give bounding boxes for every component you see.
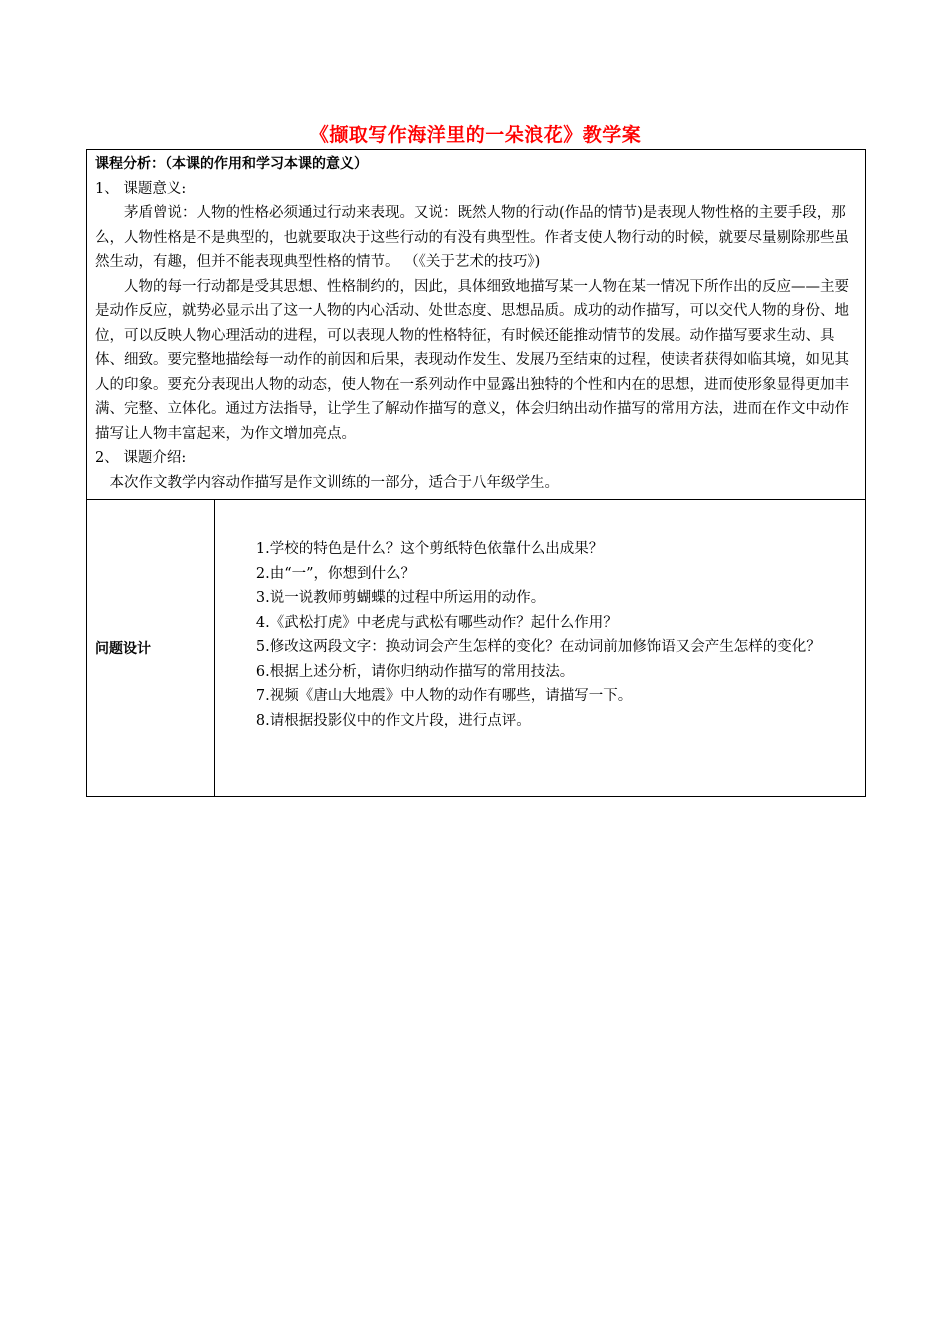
question-item: 8.请根据投影仪中的作文片段，进行点评。 xyxy=(255,712,531,729)
course-analysis-heading: 课程分析：（本课的作用和学习本课的意义） xyxy=(95,156,368,172)
question-item: 1.学校的特色是什么？这个剪纸特色依靠什么出成果？ xyxy=(255,541,604,557)
lesson-plan-table xyxy=(86,149,866,797)
question-list xyxy=(215,500,865,796)
topic-significance-paragraph-2: 人物的每一行动都是受其思想、性格制约的，因此，具体细致地描写某一人物在某一情况下所作出的反应——主要是动作反应，就势必显示出了这一人物的内心活动、处世态度、思想品质。成功的动作描写，可以交代人物的身份、地位，可以反映人物心理活动的进程，可以表现人物的性格特征，有时候还能推动情节的发展。动作描写要求生动、具体、细致。要完整地描绘每一动作的前因和后果，表现动作发生、发展乃至结束的过程，使读者获得如临其境，如见其人的印象。要充分表现出人物的动态，使人物在一系列动作中显露出独特的个性和内在的思想，进而使形象显得更加丰满、完整、立体化。通过方法指导，让学生了解动作描写的意义，体会归纳出动作描写的常用方法，进而在作文中动作描写让人物丰富起来，为作文增加亮点。 xyxy=(95,278,849,442)
question-item: 5.修改这两段文字：换动词会产生怎样的变化？在动词前加修饰语又会产生怎样的变化？ xyxy=(255,639,821,655)
question-design-label: 问题设计 xyxy=(87,500,215,796)
document-title: 《撷取写作海洋里的一朵浪花》教学案 xyxy=(309,124,642,146)
question-item: 4.《武松打虎》中老虎与武松有哪些动作？起什么作用？ xyxy=(255,614,618,631)
question-item: 6.根据上述分析，请你归纳动作描写的常用技法。 xyxy=(255,663,575,680)
topic-introduction-paragraph: 本次作文教学内容动作描写是作文训练的一部分，适合于八年级学生。 xyxy=(109,474,559,491)
topic-introduction-title: 2、 课题介绍: xyxy=(95,450,187,466)
question-design-section xyxy=(87,500,865,796)
course-analysis-section xyxy=(87,150,865,500)
question-item: 3.说一说教师剪蝴蝶的过程中所运用的动作。 xyxy=(255,590,546,606)
topic-significance-paragraph-1: 茅盾曾说：人物的性格必须通过行动来表现。又说：既然人物的行动(作品的情节)是表现人物性格的主要手段，那么，人物性格是不是典型的，也就要取决于这些行动的有没有典型性。作者支使人物行动的时候，就要尽量剔除那些虽然生动，有趣，但并不能表现典型性格的情节。 （《关于艺术的技巧》) xyxy=(95,205,849,270)
question-item: 7.视频《唐山大地震》中人物的动作有哪些，请描写一下。 xyxy=(255,688,633,704)
topic-significance-title: 1、 课题意义: xyxy=(95,180,187,197)
question-item: 2.由“一”，你想到什么？ xyxy=(255,565,416,582)
